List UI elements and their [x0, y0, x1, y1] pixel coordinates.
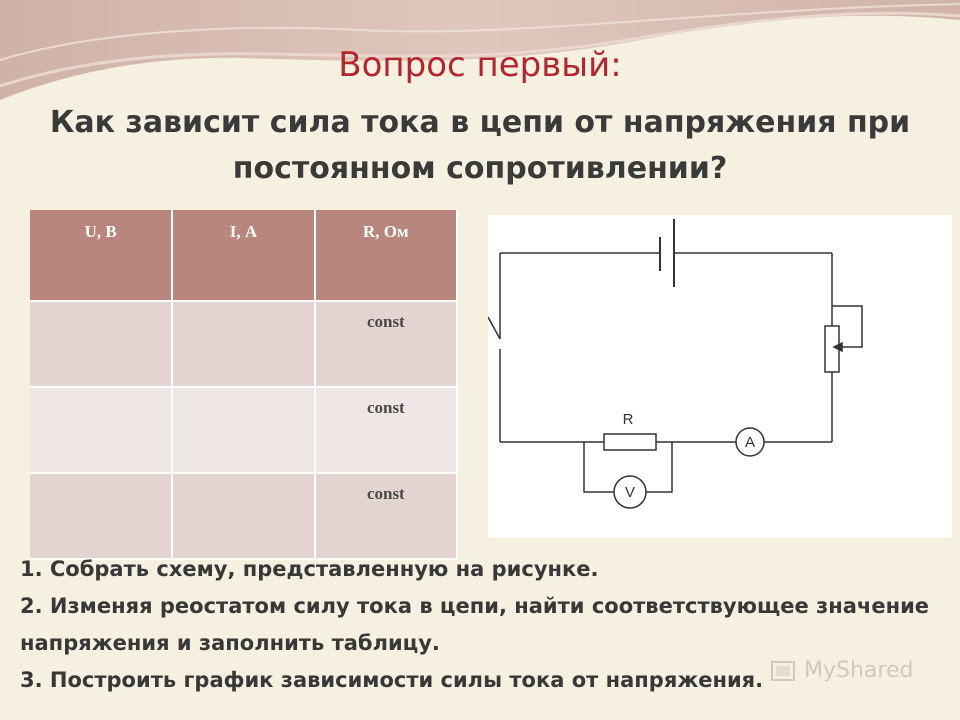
cell-resistance: const — [315, 301, 457, 387]
table-header-row — [30, 210, 457, 301]
cell-resistance: const — [315, 473, 457, 559]
ammeter-label: A — [744, 434, 756, 451]
cell-current — [172, 387, 314, 473]
cell-current — [172, 301, 314, 387]
table-row — [30, 301, 457, 387]
circuit-svg — [488, 215, 952, 538]
table-row — [30, 387, 457, 473]
circuit-diagram — [488, 215, 952, 538]
rheostat-arrow-icon — [834, 343, 842, 351]
voltmeter-label: V — [624, 484, 636, 501]
question-text: Как зависит сила тока в цепи от напряжения при постоянном сопротивлении? — [49, 105, 911, 186]
cell-resistance: const — [315, 387, 457, 473]
slide-title: Вопрос первый: — [338, 45, 622, 85]
cell-voltage — [30, 387, 172, 473]
resistor-label: R — [622, 411, 634, 428]
instruction-step: 2. Изменяя реостатом силу тока в цепи, найти соответствующее значение напряжения и заполнить таблицу. — [20, 594, 930, 655]
watermark — [770, 656, 930, 692]
instruction-step: 1. Собрать схему, представленную на рисунке. — [20, 557, 599, 581]
column-header-voltage: U, В — [30, 210, 172, 301]
instruction-step: 3. Построить график зависимости силы тока от напряжения. — [20, 668, 764, 692]
watermark-text: MyShared — [804, 658, 914, 683]
column-header-resistance: R, Ом — [315, 210, 457, 301]
watermark-logo-icon — [770, 660, 798, 686]
cell-voltage — [30, 301, 172, 387]
switch-icon — [488, 317, 500, 339]
cell-current — [172, 473, 314, 559]
cell-voltage — [30, 473, 172, 559]
resistor-icon — [604, 434, 656, 450]
table-row — [30, 473, 457, 559]
column-header-current: I, А — [172, 210, 314, 301]
measurement-table — [30, 210, 458, 560]
